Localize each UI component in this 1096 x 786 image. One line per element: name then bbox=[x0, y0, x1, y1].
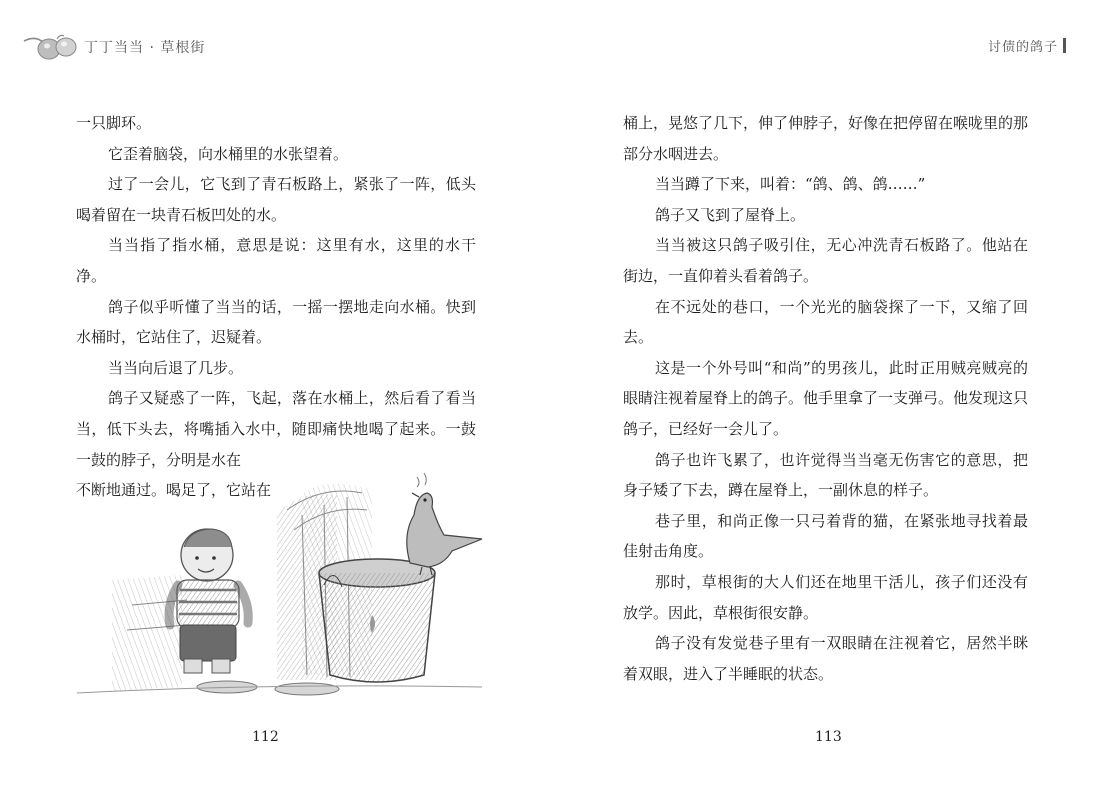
paragraph: 一只脚环。 bbox=[76, 114, 152, 132]
paragraph: 鸽子似乎听懂了当当的话，一摇一摆地走向水桶。快到水桶时，它站住了，迟疑着。 bbox=[76, 297, 476, 347]
paragraph: 巷子里，和尚正像一只弓着背的猫，在紧张地寻找着最佳射击角度。 bbox=[623, 511, 1028, 561]
series-title: 丁丁当当 · 草根街 bbox=[84, 40, 206, 56]
paragraph: 鸽子没有发觉巷子里有一双眼睛在注视着它，居然半眯着双眼，进入了半睡眠的状态。 bbox=[623, 634, 1028, 683]
chapter-title: 讨债的鸽子 bbox=[987, 40, 1058, 55]
paragraph: 在不远处的巷口，一个光光的脑袋探了一下，又缩了回去。 bbox=[623, 297, 1028, 347]
gourd-logo-icon bbox=[22, 31, 80, 63]
paragraph: 那时，草根街的大人们还在地里干活儿，孩子们还没有放学。因此，草根街很安静。 bbox=[623, 572, 1028, 622]
paragraph: 当当指了指水桶，意思是说：这里有水，这里的水干净。 bbox=[76, 236, 476, 285]
paragraph: 当当向后退了几步。 bbox=[108, 358, 244, 377]
boy-figure bbox=[169, 529, 248, 673]
left-header bbox=[22, 30, 205, 64]
header-bar-mark bbox=[1063, 38, 1066, 53]
paragraph: 不断地通过。喝足了，它站在 bbox=[76, 481, 272, 500]
paragraph: 鸽子也许飞累了，也许觉得当当毫无伤害它的意思，把身子矮了下去，蹲在屋脊上，一副休息的样子。 bbox=[623, 450, 1028, 500]
paragraph: 鸽子又疑惑了一阵，飞起，落在水桶上，然后看了看当当，低下头去，将嘴插入水中，随即痛快地喝了起来。一鼓一鼓的脖子，分明是水在 bbox=[76, 389, 476, 469]
page-number-left: 112 bbox=[252, 729, 279, 745]
pigeon-figure bbox=[407, 473, 482, 575]
bucket-figure bbox=[319, 559, 435, 682]
left-page-body bbox=[76, 108, 476, 506]
boy-and-pigeon-illustration bbox=[72, 455, 492, 700]
paragraph: 桶上，晃悠了几下，伸了伸脖子，好像在把停留在喉咙里的那部分水咽进去。 bbox=[623, 114, 1029, 163]
paragraph: 这是一个外号叫“和尚”的男孩儿，此时正用贼亮贼亮的眼睛注视着屋脊上的鸽子。他手里拿了一支弹弓。他发现这只鸽子，已经好一会儿了。 bbox=[623, 358, 1029, 438]
paragraph: 当当蹲了下来，叫着：“鸽、鸽、鸽……” bbox=[655, 175, 926, 194]
paragraph: 它歪着脑袋，向水桶里的水张望着。 bbox=[108, 144, 349, 163]
right-header bbox=[988, 36, 1066, 55]
paragraph: 鸽子又飞到了屋脊上。 bbox=[655, 205, 806, 224]
page-number-right: 113 bbox=[815, 729, 842, 745]
paragraph: 当当被这只鸽子吸引住，无心冲洗青石板路了。他站在街边，一直仰着头看着鸽子。 bbox=[623, 236, 1028, 285]
right-page-body bbox=[623, 108, 1028, 689]
paragraph: 过了一会儿，它飞到了青石板路上，紧张了一阵，低头喝着留在一块青石板凹处的水。 bbox=[76, 175, 476, 224]
